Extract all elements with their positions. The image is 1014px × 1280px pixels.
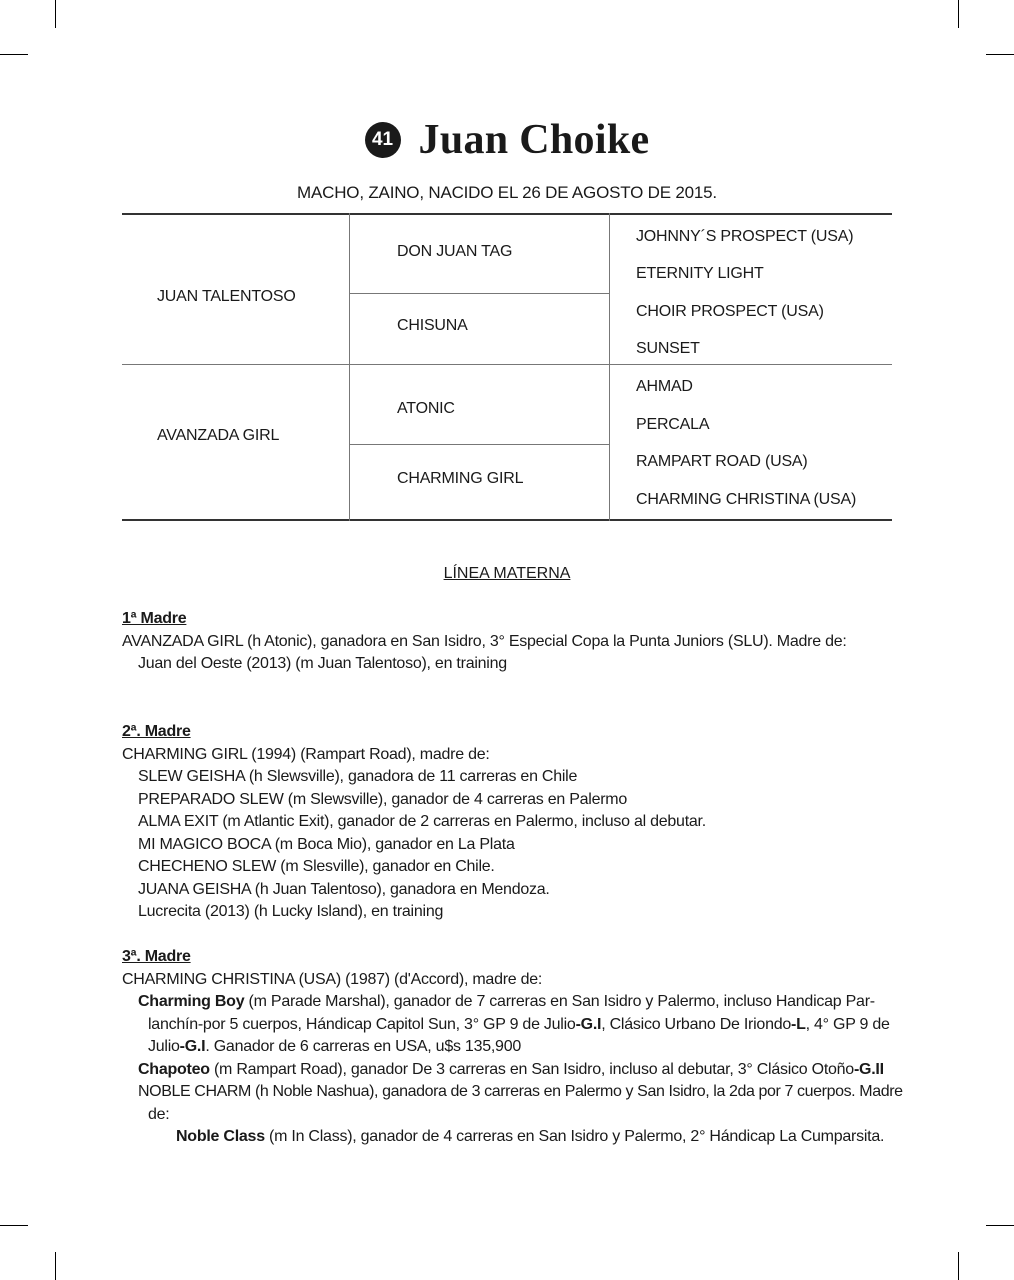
crop-mark <box>55 0 56 28</box>
row-divider <box>349 444 609 445</box>
offspring-name: Chapoteo <box>138 1061 210 1078</box>
column-divider <box>349 213 350 521</box>
table-top-rule <box>122 213 892 215</box>
row-divider <box>349 293 609 294</box>
third-gen-ancestor: CHOIR PROSPECT (USA) <box>636 303 824 320</box>
dam-sire: ATONIC <box>397 400 455 417</box>
third-dam-header: 3ª. Madre <box>122 948 191 965</box>
maternal-line-title: LÍNEA MATERNA <box>443 565 571 582</box>
offspring-line: SLEW GEISHA (h Slewsville), ganadora de 11 carreras en Chile <box>138 768 578 785</box>
crop-mark <box>986 54 1014 55</box>
offspring-line: Chapoteo (m Rampart Road), ganador De 3 carreras en San Isidro, incluso al debutar, 3° Clásico Otoño-G.II <box>138 1061 884 1078</box>
grand-offspring-line: Noble Class (m In Class), ganador de 4 carreras en San Isidro y Palermo, 2° Hándicap La Cumparsita. <box>176 1128 885 1145</box>
crop-mark <box>958 1252 959 1280</box>
first-dam-text: AVANZADA GIRL (h Atonic), ganadora en San Isidro, 3° Especial Copa la Punta Juniors (SLU). Madre de: <box>122 633 847 650</box>
offspring-line: Julio-G.I. Ganador de 6 carreras en USA, u$s 135,900 <box>148 1038 521 1055</box>
column-divider <box>609 213 610 521</box>
pedigree-table <box>122 213 892 521</box>
dam-dam: CHARMING GIRL <box>397 470 524 487</box>
offspring-line: MI MAGICO BOCA (m Boca Mio), ganador en La Plata <box>138 836 515 853</box>
third-gen-ancestor: SUNSET <box>636 340 700 357</box>
third-gen-ancestor: RAMPART ROAD (USA) <box>636 453 808 470</box>
horse-description: MACHO, ZAINO, NACIDO EL 26 DE AGOSTO DE 2015. <box>297 183 717 202</box>
crop-mark <box>0 1225 28 1226</box>
offspring-name: Charming Boy <box>138 993 245 1010</box>
third-gen-ancestor: PERCALA <box>636 416 710 433</box>
offspring-name: Noble Class <box>176 1128 265 1145</box>
third-gen-ancestor: AHMAD <box>636 378 693 395</box>
sire-sire: DON JUAN TAG <box>397 243 513 260</box>
crop-mark <box>55 1252 56 1280</box>
offspring-line: ALMA EXIT (m Atlantic Exit), ganador de 2 carreras en Palermo, incluso al debutar. <box>138 813 706 830</box>
offspring-line: Charming Boy (m Parade Marshal), ganador de 7 carreras en San Isidro y Palermo, incluso Handicap Par- <box>138 993 875 1010</box>
offspring-line: de: <box>148 1106 170 1123</box>
second-dam-text: CHARMING GIRL (1994) (Rampart Road), madre de: <box>122 746 490 763</box>
offspring-line: lanchín-por 5 cuerpos, Hándicap Capitol Sun, 3° GP 9 de Julio-G.I, Clásico Urbano De Iriondo-L, 4° GP 9 de <box>148 1016 890 1033</box>
lot-title <box>0 116 1014 164</box>
table-bottom-rule <box>122 519 892 521</box>
offspring-line: JUANA GEISHA (h Juan Talentoso), ganadora en Mendoza. <box>138 881 550 898</box>
dam: AVANZADA GIRL <box>157 427 280 444</box>
lot-number-badge: 41 <box>365 122 401 158</box>
crop-mark <box>986 1225 1014 1226</box>
sire: JUAN TALENTOSO <box>157 288 296 305</box>
offspring-line: Juan del Oeste (2013) (m Juan Talentoso), en training <box>138 655 507 672</box>
offspring-line: Lucrecita (2013) (h Lucky Island), en training <box>138 903 444 920</box>
crop-mark <box>0 54 28 55</box>
third-gen-ancestor: ETERNITY LIGHT <box>636 265 764 282</box>
offspring-line: CHECHENO SLEW (m Slesville), ganador en Chile. <box>138 858 495 875</box>
second-dam-header: 2ª. Madre <box>122 723 191 740</box>
table-mid-rule <box>122 364 892 365</box>
crop-mark <box>958 0 959 28</box>
third-dam-text: CHARMING CHRISTINA (USA) (1987) (d'Accord), madre de: <box>122 971 543 988</box>
sire-dam: CHISUNA <box>397 317 468 334</box>
horse-name: Juan Choike <box>418 117 650 163</box>
offspring-line: PREPARADO SLEW (m Slewsville), ganador de 4 carreras en Palermo <box>138 791 628 808</box>
first-dam-header: 1ª Madre <box>122 610 187 627</box>
third-gen-ancestor: CHARMING CHRISTINA (USA) <box>636 491 857 508</box>
offspring-line: NOBLE CHARM (h Noble Nashua), ganadora de 3 carreras en Palermo y San Isidro, la 2da por 7 cuerpos. Madre <box>138 1083 903 1100</box>
third-gen-ancestor: JOHNNY´S PROSPECT (USA) <box>636 228 854 245</box>
